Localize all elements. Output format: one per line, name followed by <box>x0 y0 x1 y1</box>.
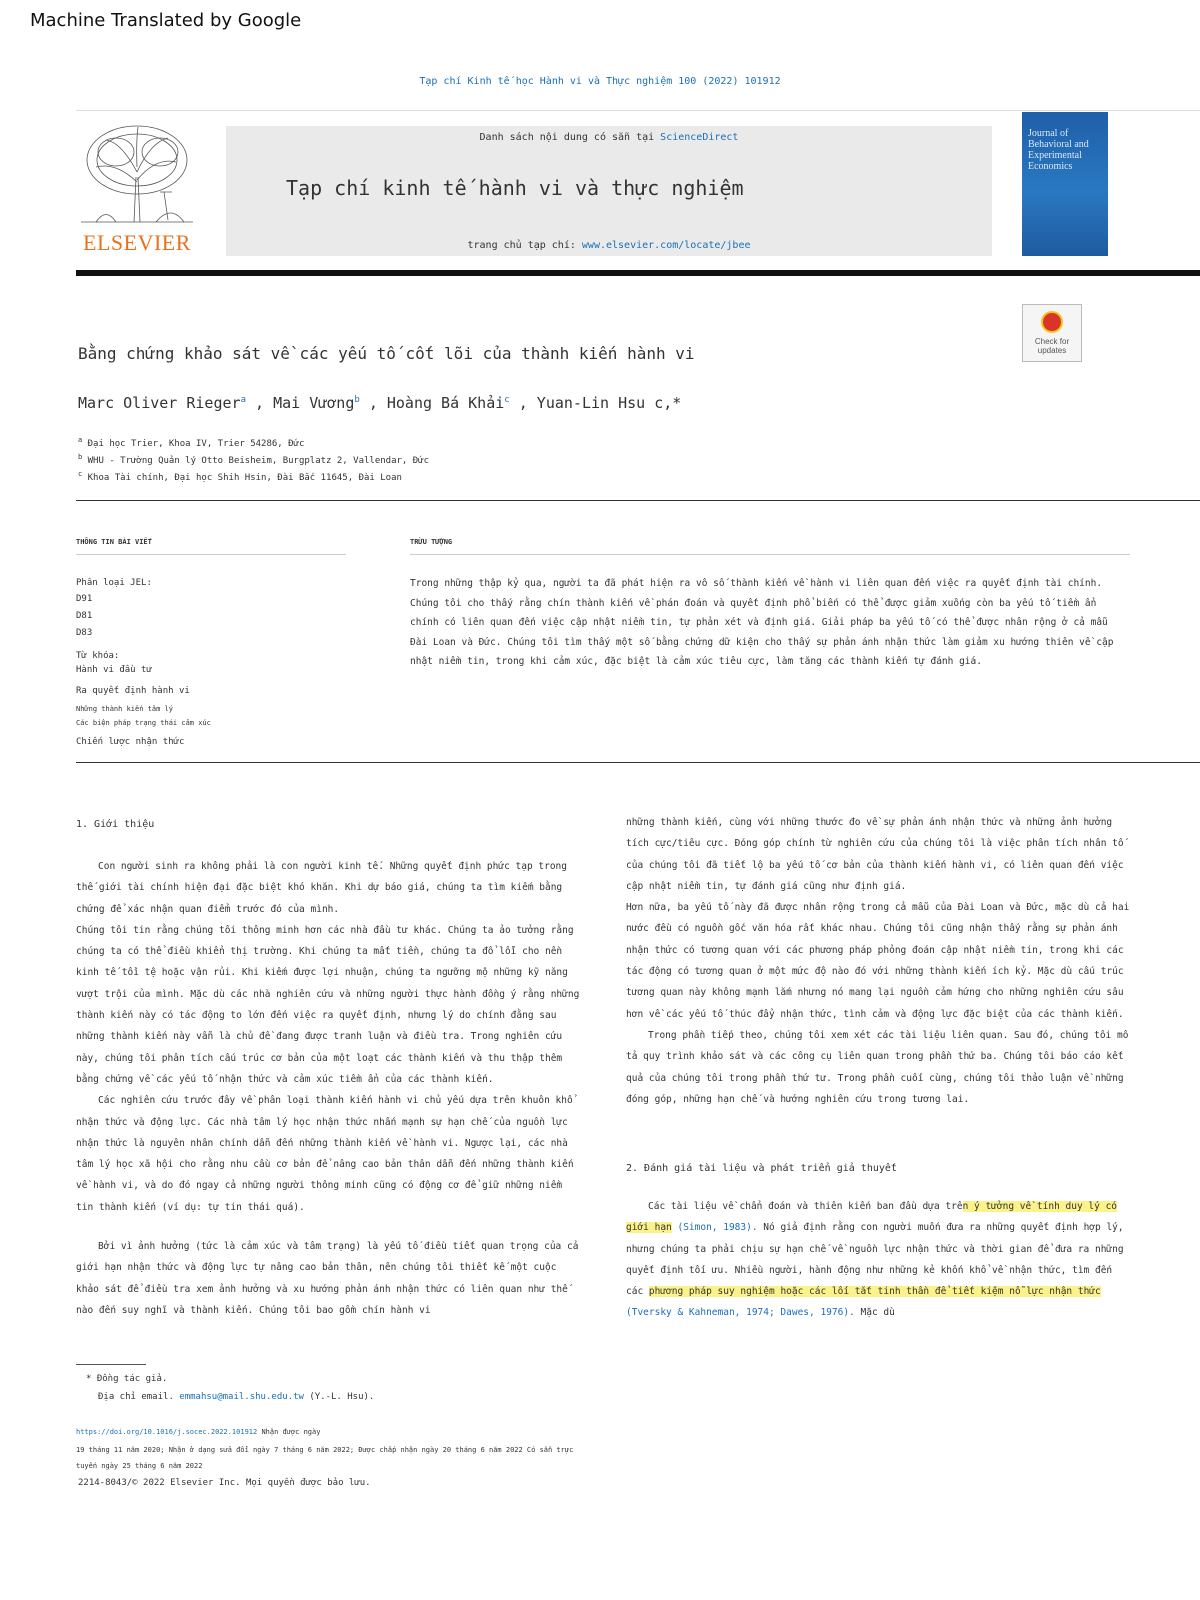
keyword: Chiến lược nhận thức <box>76 737 185 747</box>
text-run: Các tài liệu về chẩn đoán và thiên kiến ban đầu dựa trê <box>648 1201 963 1212</box>
author-name[interactable]: Marc Oliver Rieger <box>78 394 241 412</box>
author-affiliation-mark[interactable]: c <box>504 395 510 405</box>
affiliation <box>78 470 402 483</box>
bookmark-icon <box>1041 311 1063 333</box>
homepage-prefix: trang chủ tạp chí: <box>467 240 576 251</box>
section-divider <box>76 500 1200 501</box>
paragraph: Trong phần tiếp theo, chúng tôi xem xét các tài liệu liên quan. Sau đó, chúng tôi mô tả quy trình khảo sát và các công cụ liên quan trong phần thứ ba. Chúng tôi báo cáo kết quả của chúng tôi trong phần thứ tư. Trong phần cuối cùng, chúng tôi thảo luận về những đóng góp, những hạn chế và hướng nghiên cứu trong tương lai. <box>626 1029 1129 1105</box>
text-run: Mặc dù <box>854 1307 895 1319</box>
copyright: 2214-8043/© 2022 Elsevier Inc. Mọi quyền được bảo lưu. <box>78 1478 371 1488</box>
citation-link[interactable]: (Simon, 1983). <box>671 1222 758 1234</box>
header-divider <box>76 110 1200 111</box>
sciencedirect-link[interactable]: ScienceDirect <box>660 132 739 143</box>
journal-homepage <box>226 240 992 251</box>
jel-code: D81 <box>76 611 93 621</box>
citation-link[interactable]: (Tversky & Kahneman, 1974; Dawes, 1976). <box>626 1307 855 1319</box>
journal-header <box>226 126 992 256</box>
article-title: Bằng chứng khảo sát về các yếu tố cốt lõi của thành kiến hành vi <box>78 344 695 363</box>
info-divider <box>76 554 346 555</box>
elsevier-tree-icon <box>76 122 198 226</box>
affiliation-text: WHU - Trường Quản lý Otto Beisheim, Burgplatz 2, Vallendar, Đức <box>87 456 430 466</box>
section-1-heading: 1. Giới thiệu <box>76 819 155 830</box>
journal-title: Tạp chí kinh tế hành vi và thực nghiệm <box>286 176 744 200</box>
article-history: 19 tháng 11 năm 2020; Nhận ở dạng sửa đổi ngày 7 tháng 6 năm 2022; Được chấp nhận ngày 20 tháng 6 năm 2022 Có sẵn trực <box>76 1446 574 1454</box>
contents-availability <box>226 132 992 143</box>
doi-line <box>76 1428 320 1436</box>
keyword: Những thành kiến tâm lý <box>76 705 173 713</box>
header-thick-rule <box>76 270 1200 276</box>
journal-cover <box>1022 112 1108 256</box>
publisher-name: ELSEVIER <box>83 230 191 255</box>
keyword: Hành vi đầu tư <box>76 665 152 675</box>
section-2-heading: 2. Đánh giá tài liệu và phát triển giả thuyết <box>626 1163 897 1174</box>
keyword: Ra quyết định hành vi <box>76 686 190 696</box>
abstract-heading: TRỪU TƯỢNG <box>410 538 453 546</box>
paragraph: Các nghiên cứu trước đây về phân loại thành kiến hành vi chủ yếu dựa trên khuôn khổ nhận thức và động lực. Các nhà tâm lý học nhận thức nhấn mạnh sự hạn chế của nguồn lực nhận thức là nguyên nhân chính dẫn đến những thành kiến về hành vi. Ngược lại, các nhà tâm lý học xã hội cho rằng nhu cầu cơ bản để nâng cao bản thân dẫn đến những thành kiến về hành vi, và do đó ngay cả những người thông minh cũng có động cơ để giữ những niềm tin thành kiến (ví dụ: tự tin thái quá). <box>76 1095 574 1213</box>
text-run: Nó giả định rằng con người muốn đưa ra những quyết định hợp lý, nhưng chúng ta phải chịu sự hạn chế về nguồn lực nhận thức và thời gian để đưa ra những quyết định tối ưu. Nhiều người, hành động như những kẻ khốn khổ về nhận thức, tìm đến các <box>626 1222 1124 1298</box>
journal-reference[interactable]: Tạp chí Kinh tế học Hành vi và Thực nghiệm 100 (2022) 101912 <box>419 76 781 87</box>
keyword: Các biện pháp trạng thái cảm xúc <box>76 719 211 727</box>
paragraph <box>626 1196 1134 1324</box>
cover-title: Journal of Behavioral and Experimental Economics <box>1028 128 1089 172</box>
affiliation-mark: b <box>78 453 83 461</box>
keywords-label: Từ khóa: <box>76 651 120 661</box>
author-name[interactable]: , Yuan-Lin Hsu c,* <box>518 394 682 412</box>
author-list <box>78 394 681 412</box>
affiliation-text: Khoa Tài chính, Đại học Shih Hsin, Đài Bắc 11645, Đài Loan <box>87 473 402 483</box>
paragraph: Con người sinh ra không phải là con người kinh tế. Những quyết định phức tạp trong thế giới tài chính hiện đại đặc biệt khó khăn. Khi dự báo giá, chúng ta tìm kiếm bằng chứng để xác nhận quan điểm trước đó của mình. <box>76 861 567 915</box>
jel-code: D83 <box>76 628 93 638</box>
article-info-heading: THÔNG TIN BÀI VIẾT <box>76 538 152 546</box>
author-name[interactable]: , Mai Vương <box>255 394 355 412</box>
abstract-text: Trong những thập kỷ qua, người ta đã phát hiện ra vô số thành kiến về hành vi liên quan đến việc ra quyết định tài chính. Chúng tôi cho thấy rằng chín thành kiến về phán đoán và quyết định phổ biến có thể được giảm xuống còn ba yếu tố tiềm ẩn chính có liên quan đến việc cập nhật niềm tin, tự phản xét và định giá. Giải pháp ba yếu tố có thể được nhân rộng ở cả mẫu Đài Loan và Đức. Chúng tôi tìm thấy một số bằng chứng dữ kiện cho thấy sự phản ánh nhận thức làm giảm xu hướng thiên về cập nhật niềm tin, trong khi cảm xúc, đặc biệt là cảm xúc tiêu cực, làm tăng các thành kiến tự đánh giá. <box>410 578 1114 667</box>
availability-prefix: Danh sách nội dung có sẵn tại <box>479 132 655 143</box>
check-updates-label: Check for updates <box>1034 337 1070 355</box>
author-affiliation-mark[interactable]: a <box>240 395 246 405</box>
paragraph: Bởi vì ảnh hưởng (tức là cảm xúc và tâm trạng) là yếu tố điều tiết quan trọng của cả giới hạn nhận thức và động lực tự nâng cao bản thân, nên chúng tôi thiết kế một cuộc khảo sát để điều tra xem ảnh hưởng và xu hướng phản ánh nhận thức có liên quan như thế nào đến suy nghĩ và thành kiến. Chúng tôi bao gồm chín hành vi <box>76 1241 579 1316</box>
machine-translation-banner: Machine Translated by Google <box>30 10 302 31</box>
online-date: tuyến ngày 25 tháng 6 năm 2022 <box>76 1462 203 1470</box>
corresponding-author-note: * Đồng tác giả. <box>86 1374 168 1384</box>
paragraph: những thành kiến, cùng với những thước đo về sự phản ánh nhận thức và những ảnh hưởng tích cực/tiêu cực. Đóng góp chính từ nghiên cứu của chúng tôi là việc phân tích nhân tố của chúng tôi đã tiết lộ ba yếu tố cơ bản của thành kiến hành vi, có liên quan đến việc cập nhật niềm tin, tự đánh giá cũng như định giá. <box>626 817 1124 892</box>
affiliation-text: Đại học Trier, Khoa IV, Trier 54286, Đức <box>87 439 305 449</box>
email-suffix: (Y.-L. Hsu). <box>309 1392 375 1402</box>
email-label: Địa chỉ email. <box>98 1392 174 1402</box>
author-affiliation-mark[interactable]: b <box>354 395 360 405</box>
jel-code: D91 <box>76 594 93 604</box>
affiliation-mark: c <box>78 470 83 478</box>
affiliation <box>78 436 304 449</box>
doi-link[interactable]: https://doi.org/10.1016/j.socec.2022.101912 <box>76 1428 258 1436</box>
abstract-divider <box>410 554 1130 555</box>
homepage-link[interactable]: www.elsevier.com/locate/jbee <box>581 240 751 251</box>
affiliation <box>78 453 429 466</box>
author-name[interactable]: , Hoàng Bá Khải <box>368 394 505 412</box>
highlighted-text: n ý tưởng về tính duy lý có giới hạn <box>626 1201 1118 1234</box>
paragraph: Hơn nữa, ba yếu tố này đã được nhân rộng trong cả mẫu của Đài Loan và Đức, mặc dù cả hai nước đều có nguồn gốc văn hóa rất khác nhau. Chúng tôi cũng nhận thấy rằng sự phản ánh nhận thức có tương quan với các phương pháp phỏng đoán cập nhật niềm tin, trong khi các tác động có tương quan ở một mức độ nào đó với những thành kiến ích kỷ. Mặc dù cấu trúc tương quan này không mạnh lắm nhưng nó mang lại nguồn cảm hứng cho những nghiên cứu sâu hơn về các yếu tố thúc đẩy nhận thức, tình cảm và động lực đặc biệt của các thành kiến. <box>626 902 1130 1020</box>
jel-label: Phân loại JEL: <box>76 578 152 588</box>
body-right-column <box>626 812 1134 1110</box>
footnote-divider <box>76 1364 146 1365</box>
received-label: Nhận được ngày <box>261 1428 321 1436</box>
email-link[interactable]: emmahsu@mail.shu.edu.tw <box>179 1392 304 1402</box>
highlighted-text: phương pháp suy nghiệm hoặc các lối tắt tinh thần để tiết kiệm nỗ lực nhận thức <box>648 1286 1101 1298</box>
check-for-updates-badge[interactable] <box>1022 304 1082 362</box>
section-divider <box>76 762 1200 763</box>
email-line <box>98 1392 374 1402</box>
elsevier-logo <box>76 122 198 258</box>
body-left-column <box>76 856 584 1321</box>
affiliation-mark: a <box>78 436 83 444</box>
section-2-text <box>626 1196 1134 1324</box>
paragraph: Chúng tôi tin rằng chúng tôi thông minh hơn các nhà đầu tư khác. Chúng ta ảo tưởng rằng chúng ta có thể điều khiển thị trường. Khi chúng ta mất tiền, chúng ta đổ lỗi cho nền kinh tế tồi tệ hoặc vận rủi. Khi kiếm được lợi nhuận, chúng ta ngưỡng mộ những kỹ năng vượt trội của mình. Mặc dù các nhà nghiên cứu và những người thực hành đồng ý rằng những thành kiến này có tác động to lớn đến việc ra quyết định, nhưng lý do chính đằng sau những thành kiến này vẫn là chủ đề đang được tranh luận và điều tra. Trong nghiên cứu này, chúng tôi phân tích cấu trúc cơ bản của một loạt các thành kiến và thu thập thêm bằng chứng về các yếu tố nhận thức và cảm xúc tiềm ẩn của các thành kiến. <box>76 924 580 1085</box>
